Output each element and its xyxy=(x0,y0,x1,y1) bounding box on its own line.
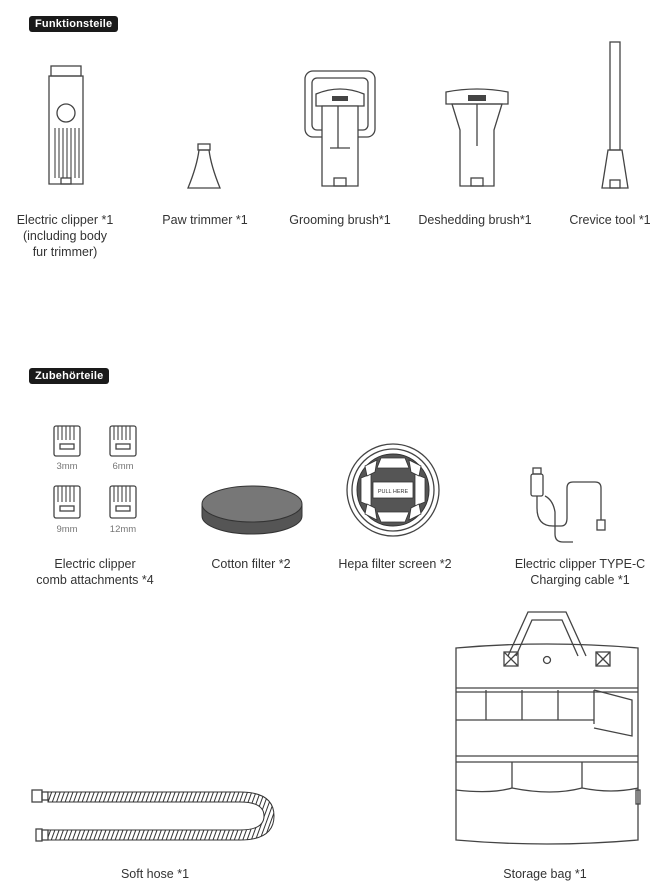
deshedding-brush-illustration xyxy=(442,86,512,192)
paw-trimmer-illustration xyxy=(185,144,225,192)
crevice-tool-illustration xyxy=(598,42,632,192)
comb-size-3mm: 3mm xyxy=(56,461,78,472)
electric-clipper-illustration xyxy=(45,66,95,190)
comb-attachment-6mm-illustration xyxy=(109,424,137,458)
electric-clipper-label xyxy=(0,212,130,260)
deshedding-brush-label: Deshedding brush*1 xyxy=(418,213,532,227)
hepa-filter-illustration xyxy=(345,442,441,538)
grooming-brush-label: Grooming brush*1 xyxy=(289,213,391,227)
section-badge-accessories: Zubehörteile xyxy=(29,368,109,384)
storage-bag-label: Storage bag *1 xyxy=(503,867,587,881)
comb-attachment-3mm-illustration xyxy=(53,424,81,458)
comb-size-12mm: 12mm xyxy=(109,524,137,535)
comb-attachments-label xyxy=(25,556,165,588)
cotton-filter-label: Cotton filter *2 xyxy=(211,557,291,571)
comb-attachments-line-2: comb attachments *4 xyxy=(36,573,154,587)
soft-hose-illustration xyxy=(30,780,280,850)
charging-cable-illustration xyxy=(525,468,625,550)
comb-attachment-9mm-illustration xyxy=(53,484,81,520)
crevice-tool-label: Crevice tool *1 xyxy=(569,213,651,227)
cotton-filter-illustration xyxy=(198,480,306,542)
paw-trimmer-label: Paw trimmer *1 xyxy=(162,213,248,227)
storage-bag-illustration xyxy=(452,604,642,848)
charging-cable-line-1: Electric clipper TYPE-C xyxy=(514,557,646,571)
soft-hose-label: Soft hose *1 xyxy=(120,867,190,881)
comb-size-9mm: 9mm xyxy=(56,524,78,535)
hepa-filter-label: Hepa filter screen *2 xyxy=(338,557,452,571)
hepa-pull-label: PULL HERE xyxy=(377,489,409,495)
comb-size-6mm: 6mm xyxy=(112,461,134,472)
comb-attachment-12mm-illustration xyxy=(109,484,137,520)
grooming-brush-illustration xyxy=(302,68,378,192)
electric-clipper-line-1: Electric clipper *1 xyxy=(16,213,114,227)
electric-clipper-line-2: (including body xyxy=(22,229,108,243)
charging-cable-line-2: Charging cable *1 xyxy=(530,573,630,587)
comb-attachments-line-1: Electric clipper xyxy=(54,557,136,571)
charging-cable-label xyxy=(500,556,660,588)
section-badge-functional: Funktionsteile xyxy=(29,16,118,32)
electric-clipper-line-3: fur trimmer) xyxy=(32,245,98,259)
